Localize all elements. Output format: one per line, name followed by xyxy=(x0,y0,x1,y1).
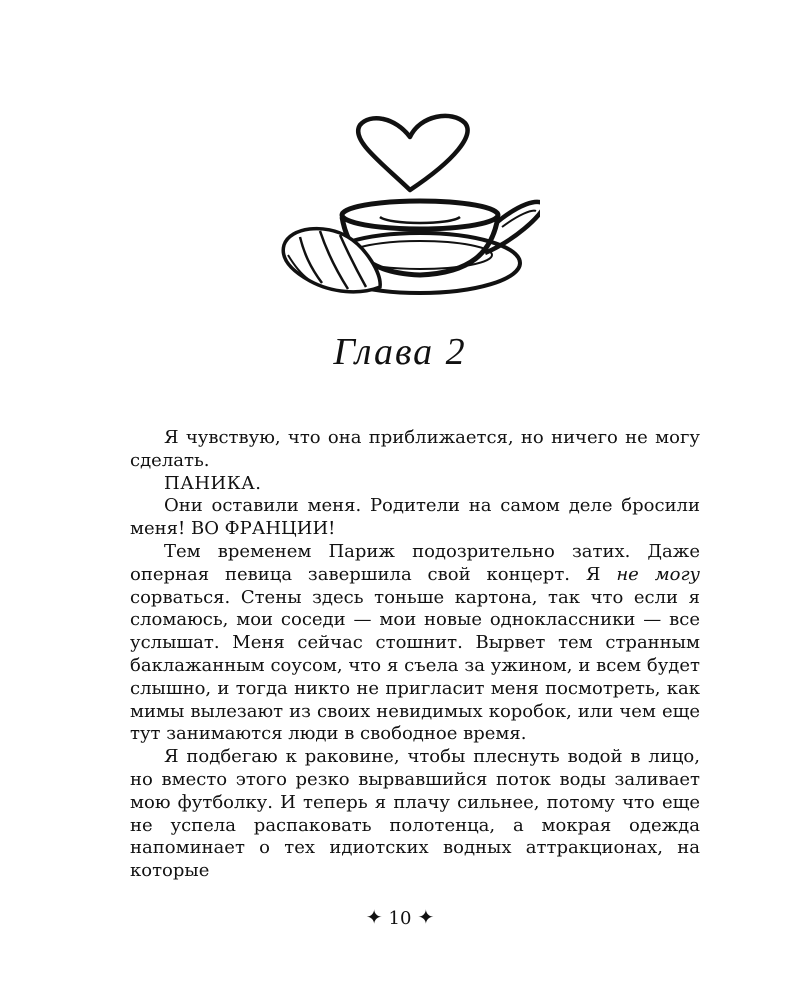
coffee-cup-heart-icon xyxy=(270,105,540,305)
paragraph-text: сорваться. Стены здесь тоньше картона, так что если я сломаюсь, мои соседи — мои новые одноклассники — все услышат. Меня сейчас стошнит. Вырвет тем странным баклажанным соусом, что я съела за ужином, и всем будет слышно, и тогда никто не пригласит меня посмотреть, как мимы вылезают из своих невидимых коробок, или чем еще тут занимаются люди в свободное время. xyxy=(130,586,700,745)
page-number-value: 10 xyxy=(388,908,412,929)
body-text xyxy=(130,427,700,883)
paragraph xyxy=(130,541,700,746)
paragraph: ПАНИКА. xyxy=(164,472,262,494)
paragraph: Они оставили меня. Родители на самом деле бросили меня! ВО ФРАНЦИИ! xyxy=(130,495,700,540)
star-ornament-icon: ✦ xyxy=(417,905,435,929)
paragraph-text: Тем временем Париж подозрительно затих. Даже оперная певица завершила свой концерт. xyxy=(130,540,700,585)
paragraph: Я чувствую, что она приближается, но ничего не могу сделать. xyxy=(130,427,700,471)
page-number xyxy=(0,905,800,929)
paragraph-text: Я xyxy=(585,563,617,585)
paragraph: Я подбегаю к раковине, чтобы плеснуть водой в лицо, но вместо этого резко вырвавшийся поток воды заливает мою футболку. И теперь я плачу сильнее, потому что еще не успела распаковать полотенца, а мокрая одежда напоминает о тех идиотских водных аттракционах, на которые xyxy=(130,746,700,882)
star-ornament-icon: ✦ xyxy=(365,905,383,929)
chapter-title: Глава 2 xyxy=(333,331,467,373)
emphasis: не могу xyxy=(616,563,700,585)
